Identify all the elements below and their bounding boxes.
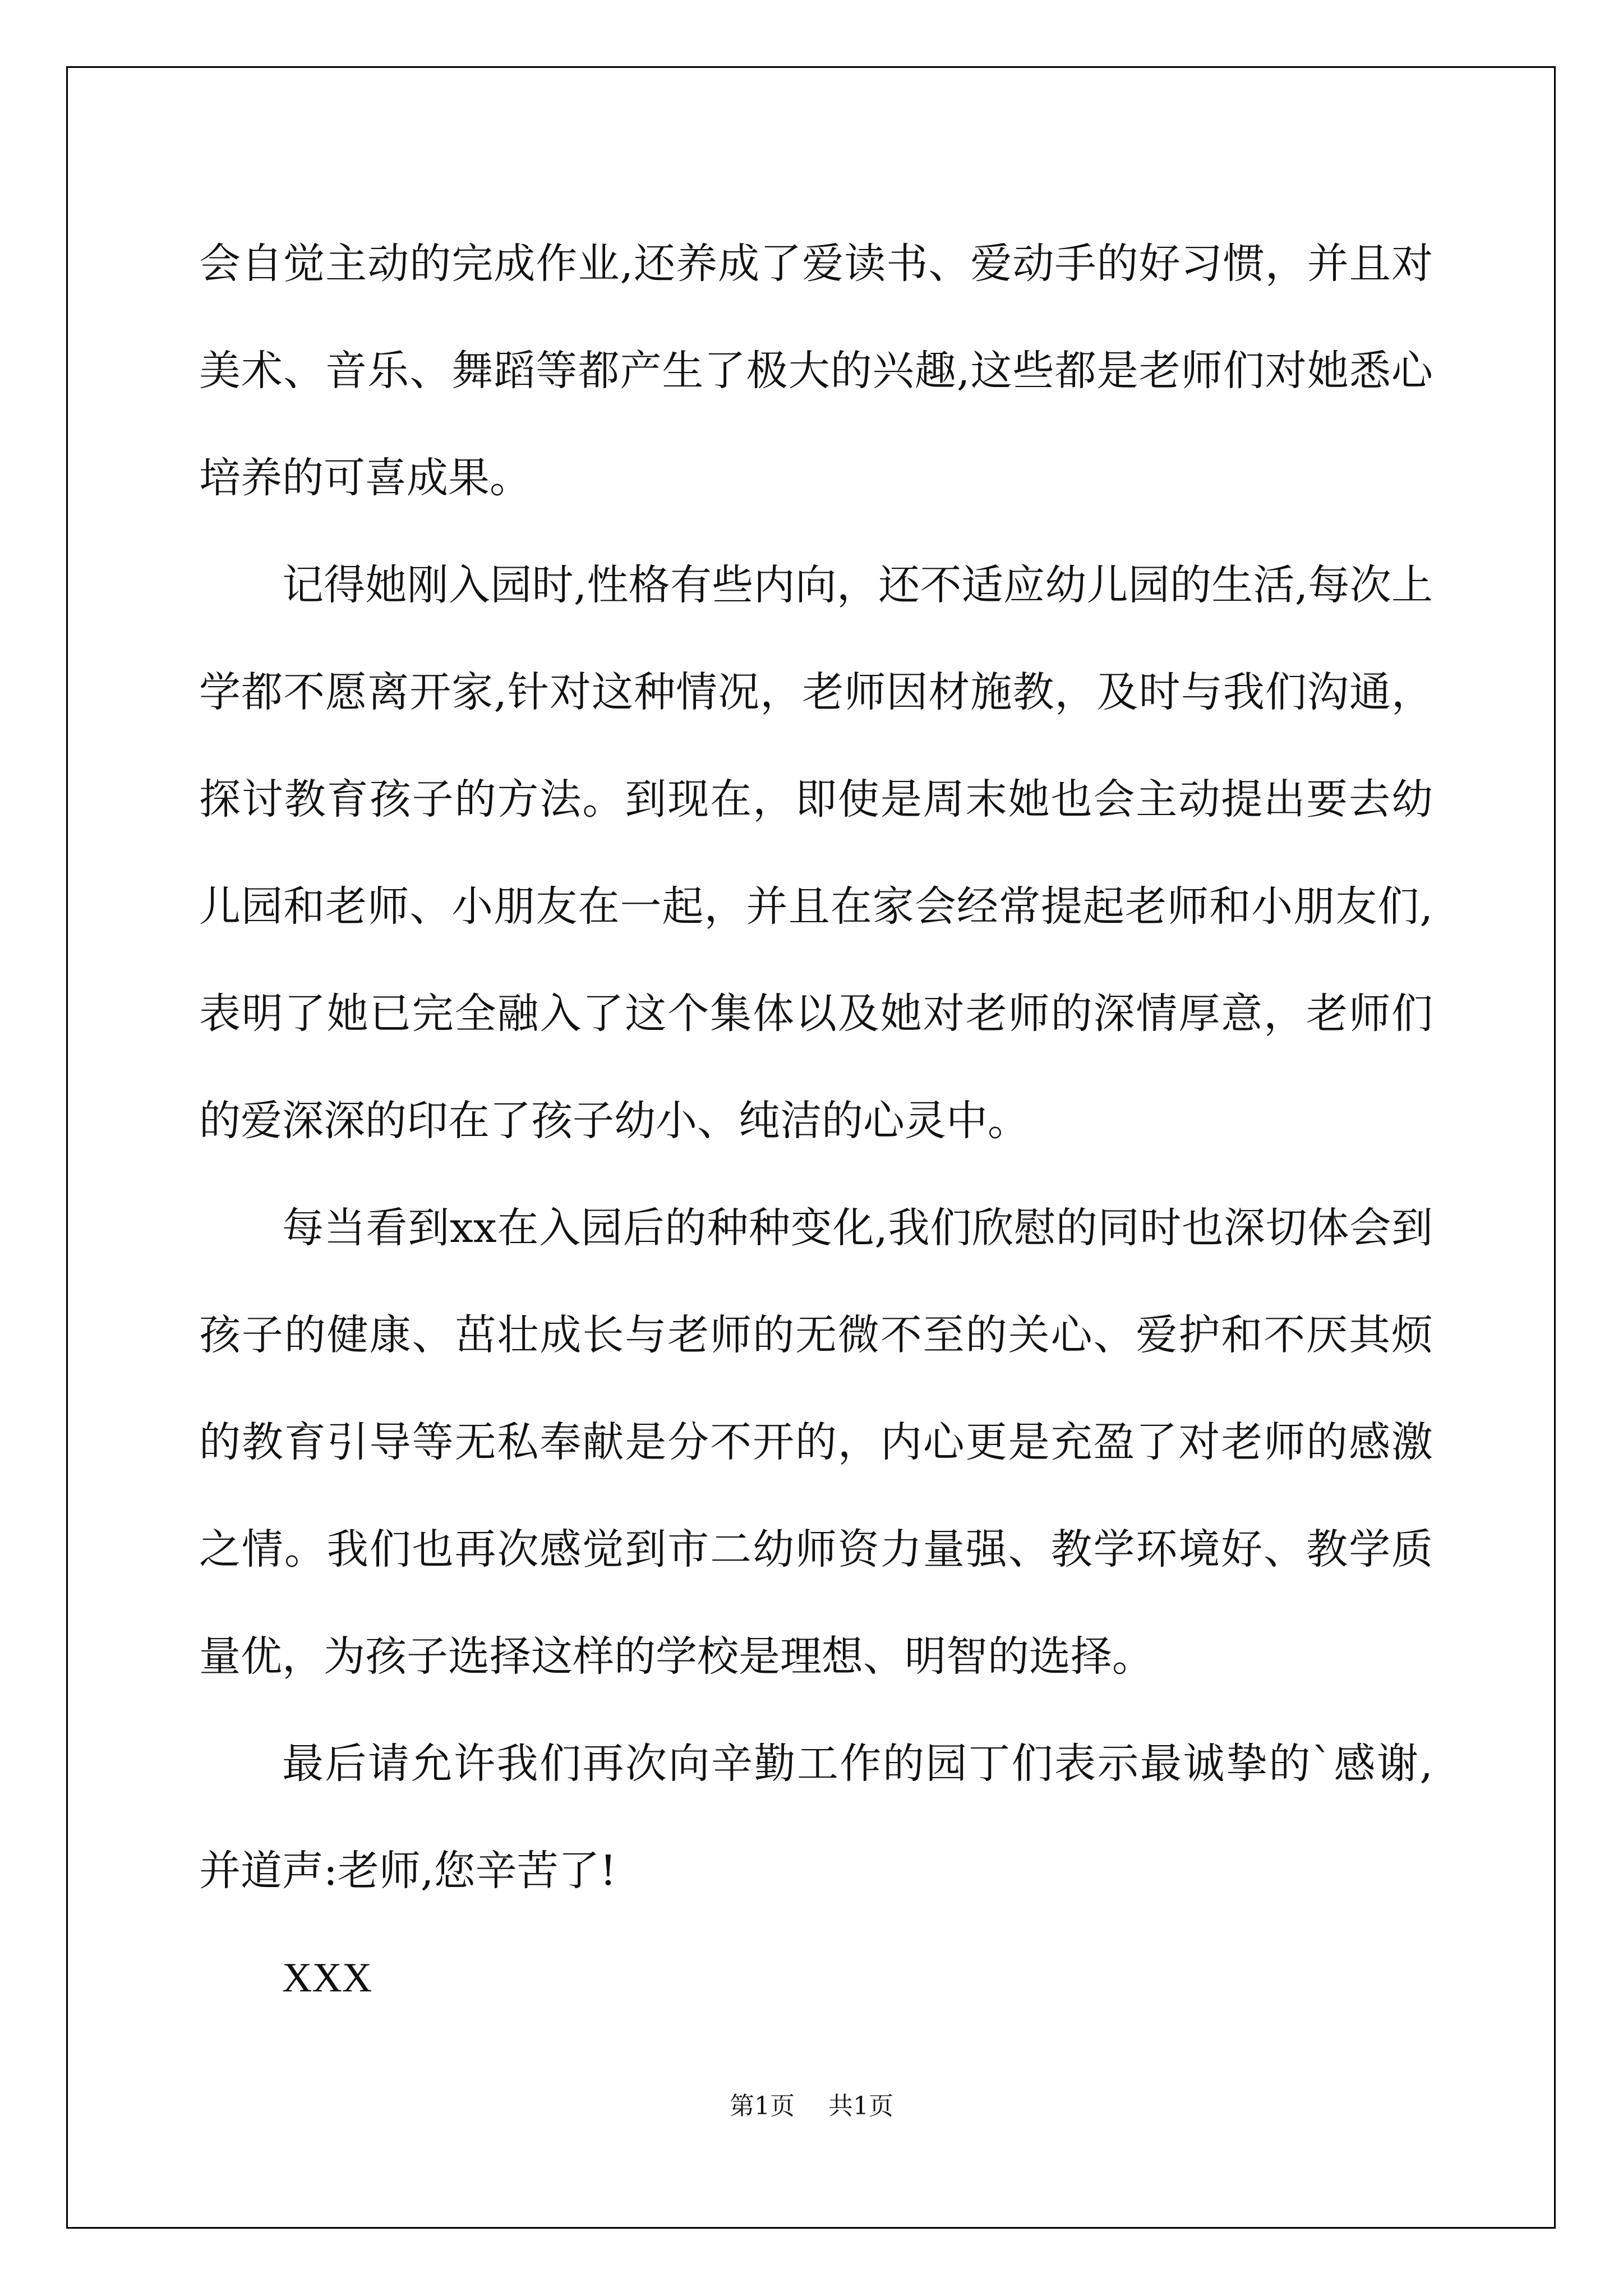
page-number-total: 共1页: [828, 2092, 893, 2120]
paragraph-1: 会自觉主动的完成作业,还养成了爱读书、爱动手的好习惯，并且对美术、音乐、舞蹈等都产生了极大的兴趣,这些都是老师们对她悉心培养的可喜成果。: [199, 240, 1433, 502]
page-footer: [0, 2086, 1623, 2122]
signature: XXX: [282, 1955, 372, 2001]
document-body: [199, 210, 1433, 2032]
paragraph-2: 记得她刚入园时,性格有些内向，还不适应幼儿园的生活,每次上学都不愿离开家,针对这种情况，老师因材施教，及时与我们沟通，探讨教育孩子的方法。到现在，即使是周末她也会主动提出要去幼儿园和老师、小朋友在一起，并且在家会经常提起老师和小朋友们,表明了她已完全融入了这个集体以及她对老师的深情厚意，老师们的爱深深的印在了孩子幼小、纯洁的心灵中。: [199, 561, 1433, 1145]
paragraph-3: 每当看到xx在入园后的种种变化,我们欣慰的同时也深切体会到孩子的健康、茁壮成长与老师的无微不至的关心、爱护和不厌其烦的教育引导等无私奉献是分不开的，内心更是充盈了对老师的感激之情。我们也再次感觉到市二幼师资力量强、教学环境好、教学质量优，为孩子选择这样的学校是理想、明智的选择。: [199, 1204, 1433, 1681]
paragraph-4: 最后请允许我们再次向辛勤工作的园丁们表示最诚挚的`感谢,并道声:老师,您辛苦了!: [199, 1740, 1433, 1895]
page-number-current: 第1页: [730, 2092, 795, 2120]
